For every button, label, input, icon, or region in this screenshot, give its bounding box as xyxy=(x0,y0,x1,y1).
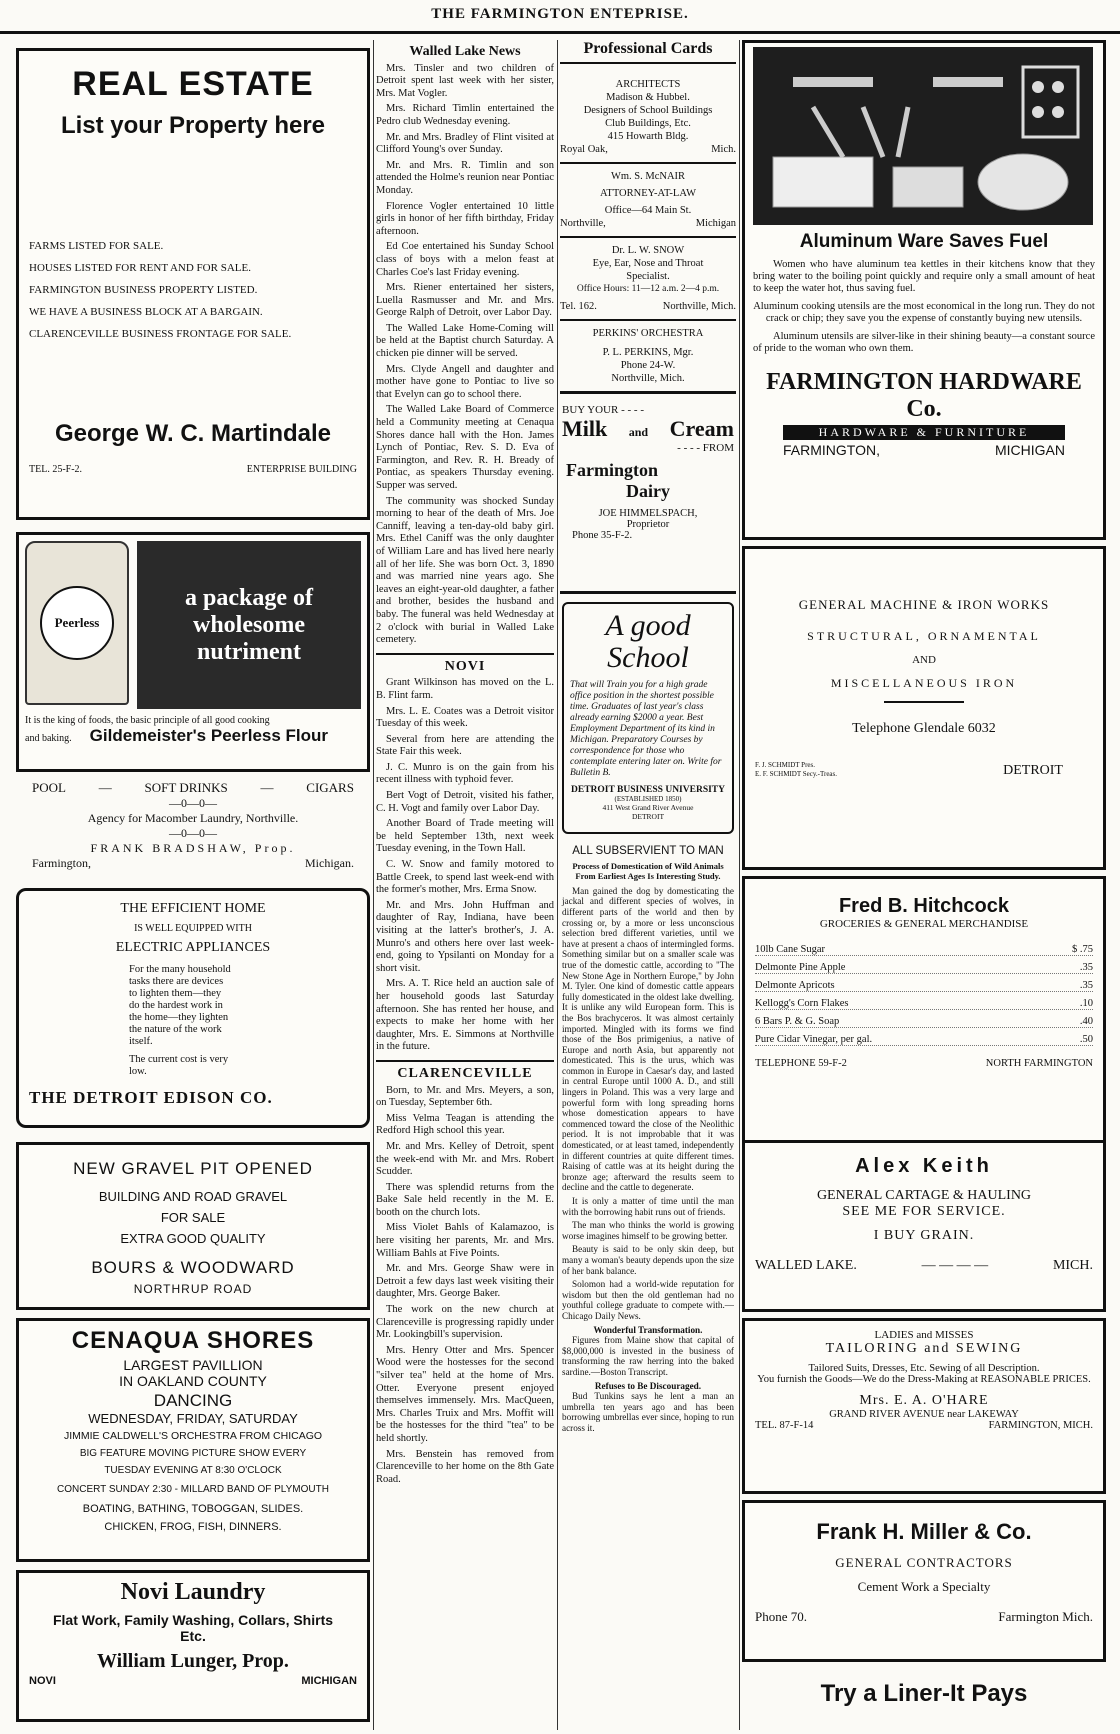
hardware-town: FARMINGTON, xyxy=(783,442,880,458)
price-row xyxy=(755,962,1093,974)
real-estate-line: HOUSES LISTED FOR RENT AND FOR SALE. xyxy=(29,262,251,274)
cenaqua-title: CENAQUA SHORES xyxy=(71,1327,315,1354)
flour-body: It is the king of foods, the basic principle of all good cooking xyxy=(25,715,270,726)
ohare-line: TAILORING and SEWING xyxy=(825,1341,1023,1356)
card-line: Club Buildings, Etc. xyxy=(605,118,691,129)
machine-line: AND xyxy=(912,654,936,666)
real-estate-name: George W. C. Martindale xyxy=(54,420,332,447)
news-paragraph: The Walled Lake Home-Coming will be held at the Baptist church Saturday. A chicken pie dinner will be served. xyxy=(376,322,554,360)
keith-line: SEE ME FOR SERVICE. xyxy=(842,1204,1006,1219)
card-line: Phone 24-W. xyxy=(620,360,676,371)
real-estate-line: FARMINGTON BUSINESS PROPERTY LISTED. xyxy=(29,284,258,296)
gravel-line: FOR SALE xyxy=(160,1210,226,1225)
card-line: ATTORNEY-AT-LAW xyxy=(600,188,696,199)
laundry-line: Etc. xyxy=(180,1628,206,1644)
keith-name: Alex Keith xyxy=(855,1155,993,1177)
gravel-line: BOURS & WOODWARD xyxy=(91,1258,295,1277)
price-item: 6 Bars P. & G. Soap xyxy=(755,1016,840,1027)
card-town: Northville, xyxy=(560,218,606,229)
pool-item: POOL xyxy=(32,780,66,795)
pro-title: Professional Cards xyxy=(560,40,736,64)
cenaqua-line: TUESDAY EVENING AT 8:30 O'CLOCK xyxy=(104,1465,282,1476)
news-paragraph: The work on the new church at Clarenceville is progressing rapidly under Mr. Lookingbill's supervision. xyxy=(376,1304,554,1341)
price-value: .35 xyxy=(1079,962,1093,973)
card-line: ARCHITECTS xyxy=(615,79,681,90)
card-line: Office Hours: 11—12 a.m. 2—4 p.m. xyxy=(576,284,720,294)
dairy-phone: Phone 35-F-2. xyxy=(572,530,633,541)
pool-ad: POOL — SOFT DRINKS — CIGARS —0—0— Agency for Macomber Laundry, Northville. —0—0— FRANK BRADSHAW, Prop. Farmington, Michigan. xyxy=(32,780,354,870)
machine-ornament xyxy=(884,701,964,703)
news-paragraph: Miss Violet Bahls of Kalamazoo, is here visiting her parents, Mr. and Mrs. William Bahls at Five Points. xyxy=(376,1222,554,1259)
card-line: Eye, Ear, Nose and Throat xyxy=(592,258,704,269)
card-town: Northville, Mich. xyxy=(662,301,736,312)
orchestra-card xyxy=(560,321,736,394)
news-paragraph: Mrs. Clyde Angell and daughter and mother have gone to Pontiac to live so that Evelyn can go to school there. xyxy=(376,363,554,400)
article-paragraph: It is only a matter of time until the man with the borrowing habit runs out of friends. xyxy=(562,1196,734,1217)
ohare-line: You furnish the Goods—We do the Dress-Making at REASONABLE PRICES. xyxy=(757,1374,1091,1385)
clarenceville-title: CLARENCEVILLE xyxy=(397,1065,533,1081)
news-paragraph: Florence Vogler entertained 10 little girls in honor of her fifth birthday, Friday afternoon. xyxy=(376,200,554,237)
real-estate-line: CLARENCEVILLE BUSINESS FRONTAGE FOR SALE. xyxy=(29,328,292,340)
cenaqua-line: DANCING xyxy=(153,1391,233,1410)
edison-body-line: to lighten them—they xyxy=(129,988,222,999)
card-state: Mich. xyxy=(711,144,736,155)
news-paragraph: Miss Velma Teagan is attending the Redford High school this year. xyxy=(376,1112,554,1137)
dairy-from: - - - - FROM xyxy=(677,442,734,454)
price-item: Delmonte Pine Apple xyxy=(755,962,846,973)
machine-pres: F. J. SCHMIDT Pres. xyxy=(755,761,815,769)
card-line: Designers of School Buildings xyxy=(583,105,713,116)
news-paragraph: The Walled Lake Board of Commerce held a Community meeting at Cenaqua Shores dance hall with the Hon. James Lynch of Pontiac, Rev. S. D. Eva of Farmington, and Rev. R. H. Bready of Pontiac, as speakers Thursday evening. Supper was served. xyxy=(376,404,554,491)
edison-body-line: itself. xyxy=(129,1036,153,1047)
dairy-title: Proprietor xyxy=(626,519,670,530)
news-paragraph: Mr. and Mrs. John Huffman and daughter of Ray, Indiana, have been visiting at the latter's brother's, J. A. Munro's and others here over last week-end, going to Ypsilanti on Monday for a short visit. xyxy=(376,899,554,974)
machine-line: MISCELLANEOUS IRON xyxy=(830,676,1018,690)
cenaqua-line: JIMMIE CALDWELL'S ORCHESTRA FROM CHICAGO xyxy=(63,1430,323,1442)
doctor-card xyxy=(560,238,736,321)
news-paragraph: Ed Coe entertained his Sunday School class of boys with a melon feast at Charles Coe's last Friday evening. xyxy=(376,241,554,278)
cookware-illustration xyxy=(753,47,1093,225)
pool-town: Farmington, xyxy=(32,856,91,870)
school-est: (ESTABLISHED 1850) xyxy=(614,795,682,803)
machine-sec: E. F. SCHMIDT Secy.-Treas. xyxy=(755,770,838,778)
ohare-name: Mrs. E. A. O'HARE xyxy=(859,1393,989,1408)
edison-line: IS WELL EQUIPPED WITH xyxy=(134,923,252,934)
miller-line: GENERAL CONTRACTORS xyxy=(835,1555,1013,1570)
news-paragraph: Mrs. Richard Timlin entertained the Pedro club Wednesday evening. xyxy=(376,103,554,127)
column-rule xyxy=(373,40,374,1730)
news-paragraph: Mrs. A. T. Rice held an auction sale of her household goods last Saturday afternoon. She has rented her house, and expects to make her home with her daughter, Mrs. E. Simmons at Northville in the future. xyxy=(376,978,554,1053)
edison-line: THE EFFICIENT HOME xyxy=(120,901,266,916)
price-item: Kellogg's Corn Flakes xyxy=(755,998,849,1009)
pool-item: CIGARS xyxy=(306,780,354,795)
edison-line: ELECTRIC APPLIANCES xyxy=(115,940,271,955)
flour-sack-image xyxy=(25,541,129,705)
edison-body-line: the nature of the work xyxy=(129,1024,222,1035)
walled-lake-title: Walled Lake News xyxy=(409,44,521,59)
news-column xyxy=(376,40,554,1730)
article-subhead: Refuses to Be Discouraged. xyxy=(594,1380,702,1391)
edison-body-line: do the hardest work in xyxy=(129,1000,223,1011)
column-rule xyxy=(557,40,558,1730)
professional-column xyxy=(560,40,736,1730)
price-row xyxy=(755,944,1093,956)
hardware-paragraph: Aluminum utensils are silver-like in their shining beauty—a constant source of pride to the woman who own them. xyxy=(753,331,1095,354)
hardware-ad xyxy=(742,40,1106,540)
news-paragraph: Several from here are attending the State Fair this week. xyxy=(376,733,554,758)
price-list xyxy=(755,944,1093,1046)
pool-state: Michigan. xyxy=(305,856,354,870)
cenaqua-line: BOATING, BATHING, TOBOGGAN, SLIDES. xyxy=(82,1503,304,1515)
hardware-logo xyxy=(753,369,1095,458)
section-rule xyxy=(376,653,554,655)
laundry-prop: William Lunger, Prop. xyxy=(97,1650,289,1672)
school-city: DETROIT xyxy=(631,812,665,821)
laundry-title: Novi Laundry xyxy=(120,1579,266,1605)
real-estate-building: ENTERPRISE BUILDING xyxy=(246,464,357,475)
price-value: .10 xyxy=(1079,998,1093,1009)
ohare-tel: TEL. 87-F-14 xyxy=(755,1420,814,1431)
laundry-right: MICHIGAN xyxy=(301,1675,357,1687)
cenaqua-ad xyxy=(16,1318,370,1562)
flour-headline-panel xyxy=(137,541,361,709)
gravel-ad xyxy=(16,1142,370,1310)
miller-town: Farmington Mich. xyxy=(998,1609,1093,1624)
gravel-line: NORTHRUP ROAD xyxy=(133,1282,253,1296)
edison-body-line: tasks there are devices xyxy=(129,976,224,987)
article-title: ALL SUBSERVIENT TO MAN xyxy=(572,845,724,857)
card-line: Office—64 Main St. xyxy=(604,205,692,216)
card-line: Specialist. xyxy=(626,271,670,282)
liner-ad: Try a Liner-It Pays xyxy=(820,1680,1028,1707)
flour-brand: Gildemeister's Peerless Flour xyxy=(89,726,329,745)
flour-headline: a package of xyxy=(185,584,313,611)
price-item: Delmonte Apricots xyxy=(755,980,835,991)
price-value: .50 xyxy=(1079,1034,1093,1045)
edison-body-line: For the many household xyxy=(129,964,231,975)
hitchcock-sub: GROCERIES & GENERAL MERCHANDISE xyxy=(819,918,1029,930)
news-paragraph: Mr. and Mrs. Bradley of Flint visited at Clifford Young's over Sunday. xyxy=(376,131,554,156)
section-rule xyxy=(376,1060,554,1062)
ohare-ad xyxy=(742,1318,1106,1494)
gravel-line: NEW GRAVEL PIT OPENED xyxy=(73,1159,313,1178)
keith-line: GENERAL CARTAGE & HAULING xyxy=(816,1188,1032,1203)
school-addr: 411 West Grand River Avenue xyxy=(602,803,694,812)
miller-phone: Phone 70. xyxy=(755,1609,807,1624)
flour-body: and baking. xyxy=(25,733,72,744)
dairy-cream: Cream xyxy=(669,416,734,441)
keith-line: I BUY GRAIN. xyxy=(873,1228,975,1243)
machine-city: DETROIT xyxy=(1003,763,1063,778)
real-estate-subtitle: List your Property here xyxy=(60,112,326,139)
edison-body-line: the home—they lighten xyxy=(129,1012,229,1023)
dairy-name: Dairy xyxy=(626,481,670,501)
miller-ad xyxy=(742,1500,1106,1662)
card-line: Wm. S. McNAIR xyxy=(610,171,686,182)
hitchcock-name: Fred B. Hitchcock xyxy=(838,895,1010,917)
hardware-state: MICHIGAN xyxy=(995,442,1065,458)
news-paragraph: Mrs. L. E. Coates was a Detroit visitor Tuesday of this week. xyxy=(376,705,554,730)
pool-separator: —0—0— xyxy=(169,796,217,810)
real-estate-line: FARMS LISTED FOR SALE. xyxy=(29,240,164,252)
card-line: PERKINS' ORCHESTRA xyxy=(592,328,704,339)
article-paragraph: The man who thinks the world is growing worse imagines himself to be growing better. xyxy=(562,1220,734,1241)
ohare-town: FARMINGTON, MICH. xyxy=(988,1420,1093,1431)
keith-town: WALLED LAKE. xyxy=(755,1258,857,1273)
price-row xyxy=(755,1034,1093,1046)
article-paragraph: Figures from Maine show that capital of $8,000,000 is invested in the business of transforming the raw herring into the baked sardine.—Boston Transcript. xyxy=(562,1335,734,1377)
machine-line: GENERAL MACHINE & IRON WORKS xyxy=(798,597,1050,612)
news-paragraph: C. W. Snow and family motored to Battle Creek, to spend last week-end with the former's mother, Mrs. Erma Snow. xyxy=(376,859,554,896)
novi-title: NOVI xyxy=(444,658,486,674)
card-line: Dr. L. W. SNOW xyxy=(611,245,685,256)
ohare-line: Tailored Suits, Dresses, Etc. Sewing of all Description. xyxy=(808,1363,1040,1374)
card-line: P. L. PERKINS, Mgr. xyxy=(602,347,694,358)
card-line: 415 Howarth Bldg. xyxy=(607,131,689,142)
article-subhead: Wonderful Transformation. xyxy=(593,1324,703,1335)
school-script: A good School xyxy=(605,609,691,674)
school-body: That will Train you for a high grade office position in the shortest possible time. Graduates of last year's class already earning $2000 a year. Best Employment Department of its kind in Michigan. Preparatory Courses by correspondence for those who contemplate entering later on. Write for Bulletin B. xyxy=(570,680,722,778)
news-paragraph: Grant Wilkinson has moved on the L. B. Flint farm. xyxy=(376,677,554,701)
ohare-line: LADIES and MISSES xyxy=(874,1329,974,1341)
school-name: DETROIT BUSINESS UNIVERSITY xyxy=(571,785,725,795)
news-paragraph: Mrs. Henry Otter and Mrs. Spencer Wood were the hostesses for the second "silver tea" held at the home of Mrs. Otter. Everyone present enjoyed themselves immensely. Mrs. MacQueen, Mrs. Charles Truix and Mrs. Moffit will be the hostesses for the third "tea" to be held shortly. xyxy=(376,1344,554,1444)
machine-phone: Telephone Glendale 6032 xyxy=(852,721,996,736)
article-paragraph: Man gained the dog by domesticating the jackal and different species of wolves, in different parts of the world and then by crossing or, by a more or less unconscious selection bred different varieties, until we have at present a chaos of intermingled forms. Something similar but on a smaller scale was true of the domestic cattle, according to "The New Stone Age in Northern Europe," by John M. Tyler. One kind of domestic cattle appears fully domesticated in the oldest lake dwelling. It is unlike any wild European form. This is the Bos brachyceros. It was almost certainly imported. Mingled with its forms we find those of the Bos primigenius, a native of Europe and north Asia, but apparently not domesticated. This is the urus, which was common in Europe in Caesar's day, and lasted in central Europe until 1000 A. D., and still lingers in Poland. This was a very large and powerful form with long spreading horns whose domestication appears to have commenced toward the close of the Neolithic period. It is not improbable that it was domesticated, or at least tamed, independently in different countries at quite different times. Raising of cattle was at its height during the bronze age; afterward the results seem to decline and the cattle to degenerate. xyxy=(562,885,734,1193)
hardware-title: Aluminum Ware Saves Fuel xyxy=(799,231,1049,252)
news-paragraph: Mr. and Mrs. R. Timlin and son attended the Holme's reunion near Pontiac Monday. xyxy=(376,159,554,196)
edison-cost: The current cost is very xyxy=(129,1054,229,1065)
dairy-buy: BUY YOUR - - - - xyxy=(562,404,644,416)
gravel-line: BUILDING AND ROAD GRAVEL xyxy=(98,1189,288,1204)
card-line: Madison & Hubbel. xyxy=(606,92,690,103)
card-town: Royal Oak, xyxy=(560,144,608,155)
article-paragraph: Solomon had a world-wide reputation for wisdom but then the old gentleman had no youthful college graduate to compete with.—Chicago Daily News. xyxy=(562,1279,734,1321)
school-ad xyxy=(562,602,734,834)
hardware-band: HARDWARE & FURNITURE xyxy=(783,425,1065,440)
pool-item: SOFT DRINKS xyxy=(144,780,228,795)
price-row xyxy=(755,1016,1093,1028)
price-row xyxy=(755,998,1093,1010)
card-line: Northville, Mich. xyxy=(611,373,685,384)
flour-headline: wholesome xyxy=(193,611,305,638)
hitchcock-tel: TELEPHONE 59-F-2 xyxy=(755,1058,847,1069)
keith-ad xyxy=(742,1140,1106,1312)
miller-name: Frank H. Miller & Co. xyxy=(816,1519,1032,1544)
edison-ad xyxy=(16,888,370,1128)
dairy-milk: Milk xyxy=(562,416,608,441)
article-subtitle: Process of Domestication of Wild Animals From Earliest Ages Is Interesting Study. xyxy=(572,860,724,882)
news-paragraph: Mr. and Mrs. George Shaw were in Detroit a few days last week visiting their daughter, Mrs. George Baker. xyxy=(376,1263,554,1300)
news-paragraph: The community was shocked Sunday morning to hear of the death of Mrs. Joe Canniff, leaving a ten-day-old baby girl. Mrs. Ethel Caniff was the only daughter of William Lare and has lived here nearly all of her life. She was born Oct. 3, 1890 and was married nine years ago. She leaves an eight-year-old daughter, a father and brother, besides the husband and baby. The funeral was held Wednesday at 2 o'clock with burial in Walled Lake cemetery. xyxy=(376,495,554,646)
price-value: .40 xyxy=(1079,1016,1093,1027)
price-item: 10lb Cane Sugar xyxy=(755,944,825,955)
dairy-owner: JOE HIMMELSPACH, xyxy=(598,508,698,519)
article-paragraph: Beauty is said to be only skin deep, but many a woman's beauty depends upon the size of her bank balance. xyxy=(562,1244,734,1276)
ohare-addr: GRAND RIVER AVENUE near LAKEWAY xyxy=(829,1409,1019,1420)
edison-body xyxy=(129,964,357,1078)
flour-ad xyxy=(16,532,370,772)
cenaqua-line: IN OAKLAND COUNTY xyxy=(119,1373,267,1389)
cenaqua-line: CHICKEN, FROG, FISH, DINNERS. xyxy=(104,1521,282,1533)
pool-separator: —0—0— xyxy=(169,826,217,840)
machine-ad xyxy=(742,546,1106,870)
cenaqua-line: LARGEST PAVILLION xyxy=(123,1357,263,1373)
dairy-ad xyxy=(560,394,736,594)
architect-card xyxy=(560,64,736,164)
gravel-line: EXTRA GOOD QUALITY xyxy=(120,1231,266,1246)
pool-agency: Agency for Macomber Laundry, Northville. xyxy=(87,811,299,825)
dairy-and: and xyxy=(628,425,649,439)
flour-sack-label: Peerless xyxy=(40,586,114,660)
news-paragraph: Mrs. Benstein has removed from Clarenceville to her home on the 8th Gate Road. xyxy=(376,1448,554,1485)
flour-headline: nutriment xyxy=(197,638,301,665)
cenaqua-line: BIG FEATURE MOVING PICTURE SHOW EVERY xyxy=(79,1448,307,1459)
edison-company: THE DETROIT EDISON CO. xyxy=(29,1088,273,1107)
laundry-line: Flat Work, Family Washing, Collars, Shirts xyxy=(52,1612,334,1628)
news-paragraph: Mrs. Tinsler and two children of Detroit spent last week with her sister, Mrs. Mat Vogler. xyxy=(376,62,554,99)
real-estate-title: REAL ESTATE xyxy=(72,65,314,103)
card-state: Michigan xyxy=(695,218,736,229)
news-paragraph: Another Board of Trade meeting will be held September 13th, next week Tuesday evening, in the Town Hall. xyxy=(376,818,554,855)
cenaqua-line: WEDNESDAY, FRIDAY, SATURDAY xyxy=(88,1411,298,1426)
real-estate-tel: TEL. 25-F-2. xyxy=(29,464,83,475)
news-paragraph: Mrs. Riener entertained her sisters, Luella Rasmusser and Mr. and Mrs. George Ralph of Detroit, over Labor Day. xyxy=(376,282,554,319)
price-value: .35 xyxy=(1079,980,1093,991)
miller-line: Cement Work a Specialty xyxy=(857,1579,991,1594)
hardware-paragraph: Women who have aluminum tea kettles in their kitchens know that they bring water to the boiling point quickly and require only a small amount of heat to keep the water hot, thus saving fuel. xyxy=(753,259,1095,294)
article-subservient xyxy=(560,842,736,1436)
news-paragraph: Bert Vogt of Detroit, visited his father, C. H. Vogt and family over Labor Day. xyxy=(376,790,554,814)
laundry-ad xyxy=(16,1570,370,1722)
lawyer-card xyxy=(560,164,736,238)
edison-cost: low. xyxy=(129,1066,147,1077)
hardware-paragraph: Aluminum cooking utensils are the most economical in the long run. They do not crack or chip; they save you the expense of constantly buying new utensils. xyxy=(753,301,1095,324)
hitchcock-town: NORTH FARMINGTON xyxy=(985,1058,1093,1069)
dairy-name: Farmington xyxy=(566,460,658,480)
news-paragraph: Mr. and Mrs. Kelley of Detroit, spent the week-end with Mr. and Mrs. Robert Scudder. xyxy=(376,1140,554,1178)
hardware-name: FARMINGTON HARDWARE Co. xyxy=(766,369,1082,422)
news-paragraph: Born, to Mr. and Mrs. Meyers, a son, on Tuesday, September 6th. xyxy=(376,1084,554,1109)
pool-prop: FRANK BRADSHAW, Prop. xyxy=(90,841,296,855)
news-paragraph: There was splendid returns from the Bake Sale held recently in the M. E. booth on the church lots. xyxy=(376,1181,554,1218)
keith-state: MICH. xyxy=(1052,1258,1093,1273)
real-estate-ad xyxy=(16,48,370,520)
machine-line: STRUCTURAL, ORNAMENTAL xyxy=(807,629,1041,643)
price-row xyxy=(755,980,1093,992)
article-paragraph: Bud Tunkins says he lent a man an umbrella ten years ago and has been borrowing umbrellas ever since, hoping to run across it. xyxy=(562,1391,734,1433)
laundry-left: NOVI xyxy=(29,1675,56,1687)
column-rule xyxy=(739,40,740,1730)
card-tel: Tel. 162. xyxy=(560,301,597,312)
price-item: Pure Cidar Vinegar, per gal. xyxy=(755,1034,873,1045)
keith-dash: — — — — xyxy=(921,1258,989,1273)
cenaqua-line: CONCERT SUNDAY 2:30 - MILLARD BAND OF PLYMOUTH xyxy=(57,1484,329,1495)
hitchcock-ad xyxy=(742,876,1106,1152)
real-estate-line: WE HAVE A BUSINESS BLOCK AT A BARGAIN. xyxy=(29,306,263,318)
news-paragraph: J. C. Munro is on the gain from his recent illness with typhoid fever. xyxy=(376,761,554,786)
price-value: $ .75 xyxy=(1072,944,1093,955)
masthead: THE FARMINGTON ENTEPRISE. xyxy=(0,0,1120,34)
